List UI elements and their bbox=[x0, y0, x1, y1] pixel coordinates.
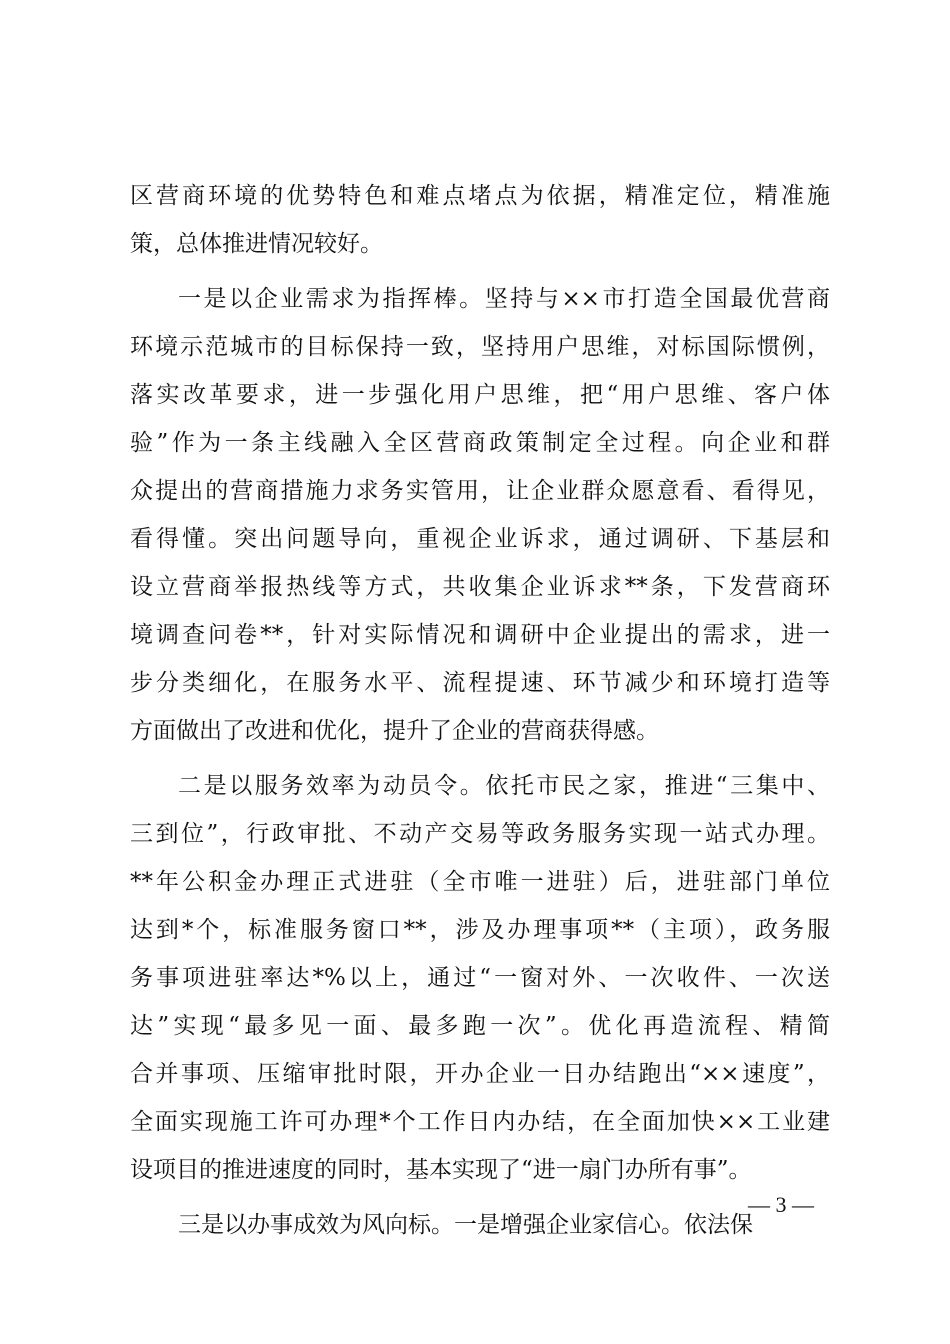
text-line: 二是以服务效率为动员令。依托市民之家，推进“三集中、 bbox=[178, 773, 830, 799]
page-number: — 3 — bbox=[748, 1192, 814, 1217]
text-line: 看得懂。突出问题导向，重视企业诉求，通过调研、下基层和 bbox=[130, 526, 830, 552]
text-line: 设立营商举报热线等方式，共收集企业诉求**条，下发营商环 bbox=[130, 574, 830, 600]
text-line: 三是以办事成效为风向标。一是增强企业家信心。依法保 bbox=[178, 1212, 753, 1238]
text-line: 设项目的推进速度的同时，基本实现了“进一扇门办所有事”。 bbox=[130, 1157, 752, 1183]
text-line: 验”作为一条主线融入全区营商政策制定全过程。向企业和群 bbox=[130, 430, 830, 456]
text-line: 合并事项、压缩审批时限，开办企业一日办结跑出“××速度”， bbox=[130, 1061, 830, 1087]
text-line: 全面实现施工许可办理*个工作日内办结，在全面加快××工业建 bbox=[130, 1109, 830, 1135]
text-line: 步分类细化，在服务水平、流程提速、环节减少和环境打造等 bbox=[130, 670, 830, 696]
text-line: 务事项进驻率达*%以上，通过“一窗对外、一次收件、一次送 bbox=[130, 965, 830, 991]
body-text bbox=[130, 172, 830, 1249]
text-line: 境调查问卷**，针对实际情况和调研中企业提出的需求，进一 bbox=[130, 622, 830, 648]
text-line: 环境示范城市的目标保持一致，坚持用户思维，对标国际惯例， bbox=[130, 334, 830, 360]
text-line: 落实改革要求，进一步强化用户思维，把“用户思维、客户体 bbox=[130, 382, 830, 408]
text-line: 策，总体推进情况较好。 bbox=[130, 231, 383, 257]
text-line: 众提出的营商措施力求务实管用，让企业群众愿意看、看得见， bbox=[130, 478, 830, 504]
text-line: 达到*个，标准服务窗口**，涉及办理事项**（主项），政务服 bbox=[130, 917, 830, 943]
text-line: 一是以企业需求为指挥棒。坚持与××市打造全国最优营商 bbox=[178, 286, 830, 312]
text-line: 达”实现“最多见一面、最多跑一次”。优化再造流程、精简 bbox=[130, 1013, 830, 1039]
text-line: **年公积金办理正式进驻（全市唯一进驻）后，进驻部门单位 bbox=[130, 869, 830, 895]
text-line: 方面做出了改进和优化，提升了企业的营商获得感。 bbox=[130, 718, 659, 744]
text-line: 区营商环境的优势特色和难点堵点为依据，精准定位，精准施 bbox=[130, 183, 830, 209]
text-line: 三到位”，行政审批、不动产交易等政务服务实现一站式办理。 bbox=[130, 821, 830, 847]
